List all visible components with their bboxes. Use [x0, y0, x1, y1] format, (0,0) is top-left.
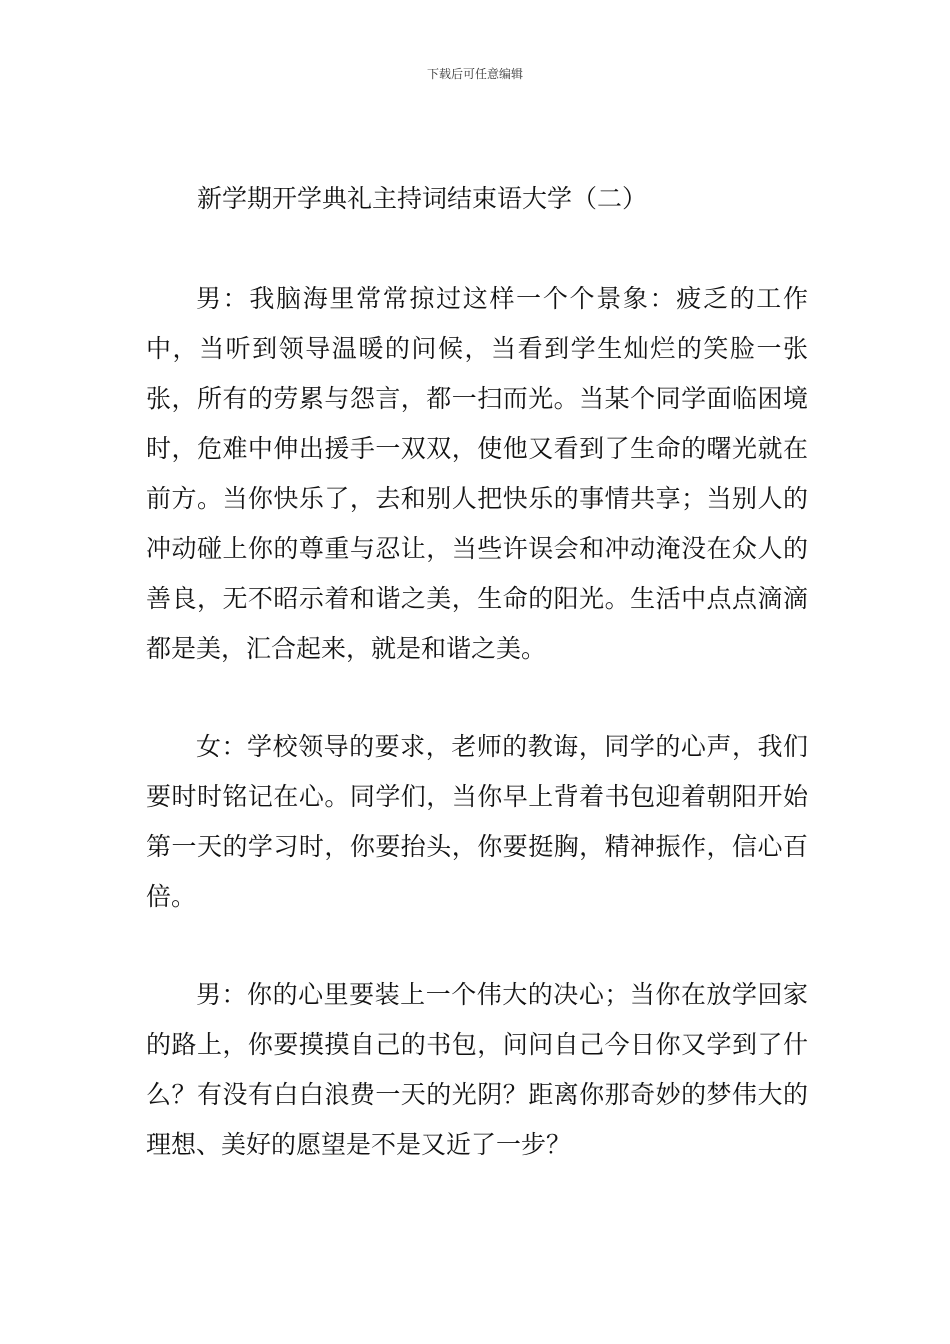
page-header-note: 下载后可任意编辑 — [426, 67, 523, 81]
document-title: 新学期开学典礼主持词结束语大学（二） — [197, 184, 648, 213]
paragraph-male-2: 男：你的心里要装上一个伟大的决心；当你在放学回家的路上，你要摸摸自己的书包，问问自己今日你又学到了什么？有没有白白浪费一天的光阴？距离你那奇妙的梦伟大的理想、美好的愿望是不是又近了一步？ — [146, 980, 808, 1159]
paragraph-female-1: 女：学校领导的要求，老师的教诲，同学的心声，我们要时时铭记在心。同学们，当你早上背着书包迎着朝阳开始第一天的学习时，你要抬头，你要挺胸，精神振作，信心百倍。 — [146, 732, 808, 911]
paragraph-male-1: 男：我脑海里常常掠过这样一个个景象：疲乏的工作中，当听到领导温暖的问候，当看到学生灿烂的笑脸一张张，所有的劳累与怨言，都一扫而光。当某个同学面临困境时，危难中伸出援手一双双，使他又看到了生命的曙光就在前方。当你快乐了，去和别人把快乐的事情共享；当别人的冲动碰上你的尊重与忍让，当些许误会和冲动淹没在众人的善良，无不昭示着和谐之美，生命的阳光。生活中点点滴滴都是美，汇合起来，就是和谐之美。 — [146, 284, 808, 663]
